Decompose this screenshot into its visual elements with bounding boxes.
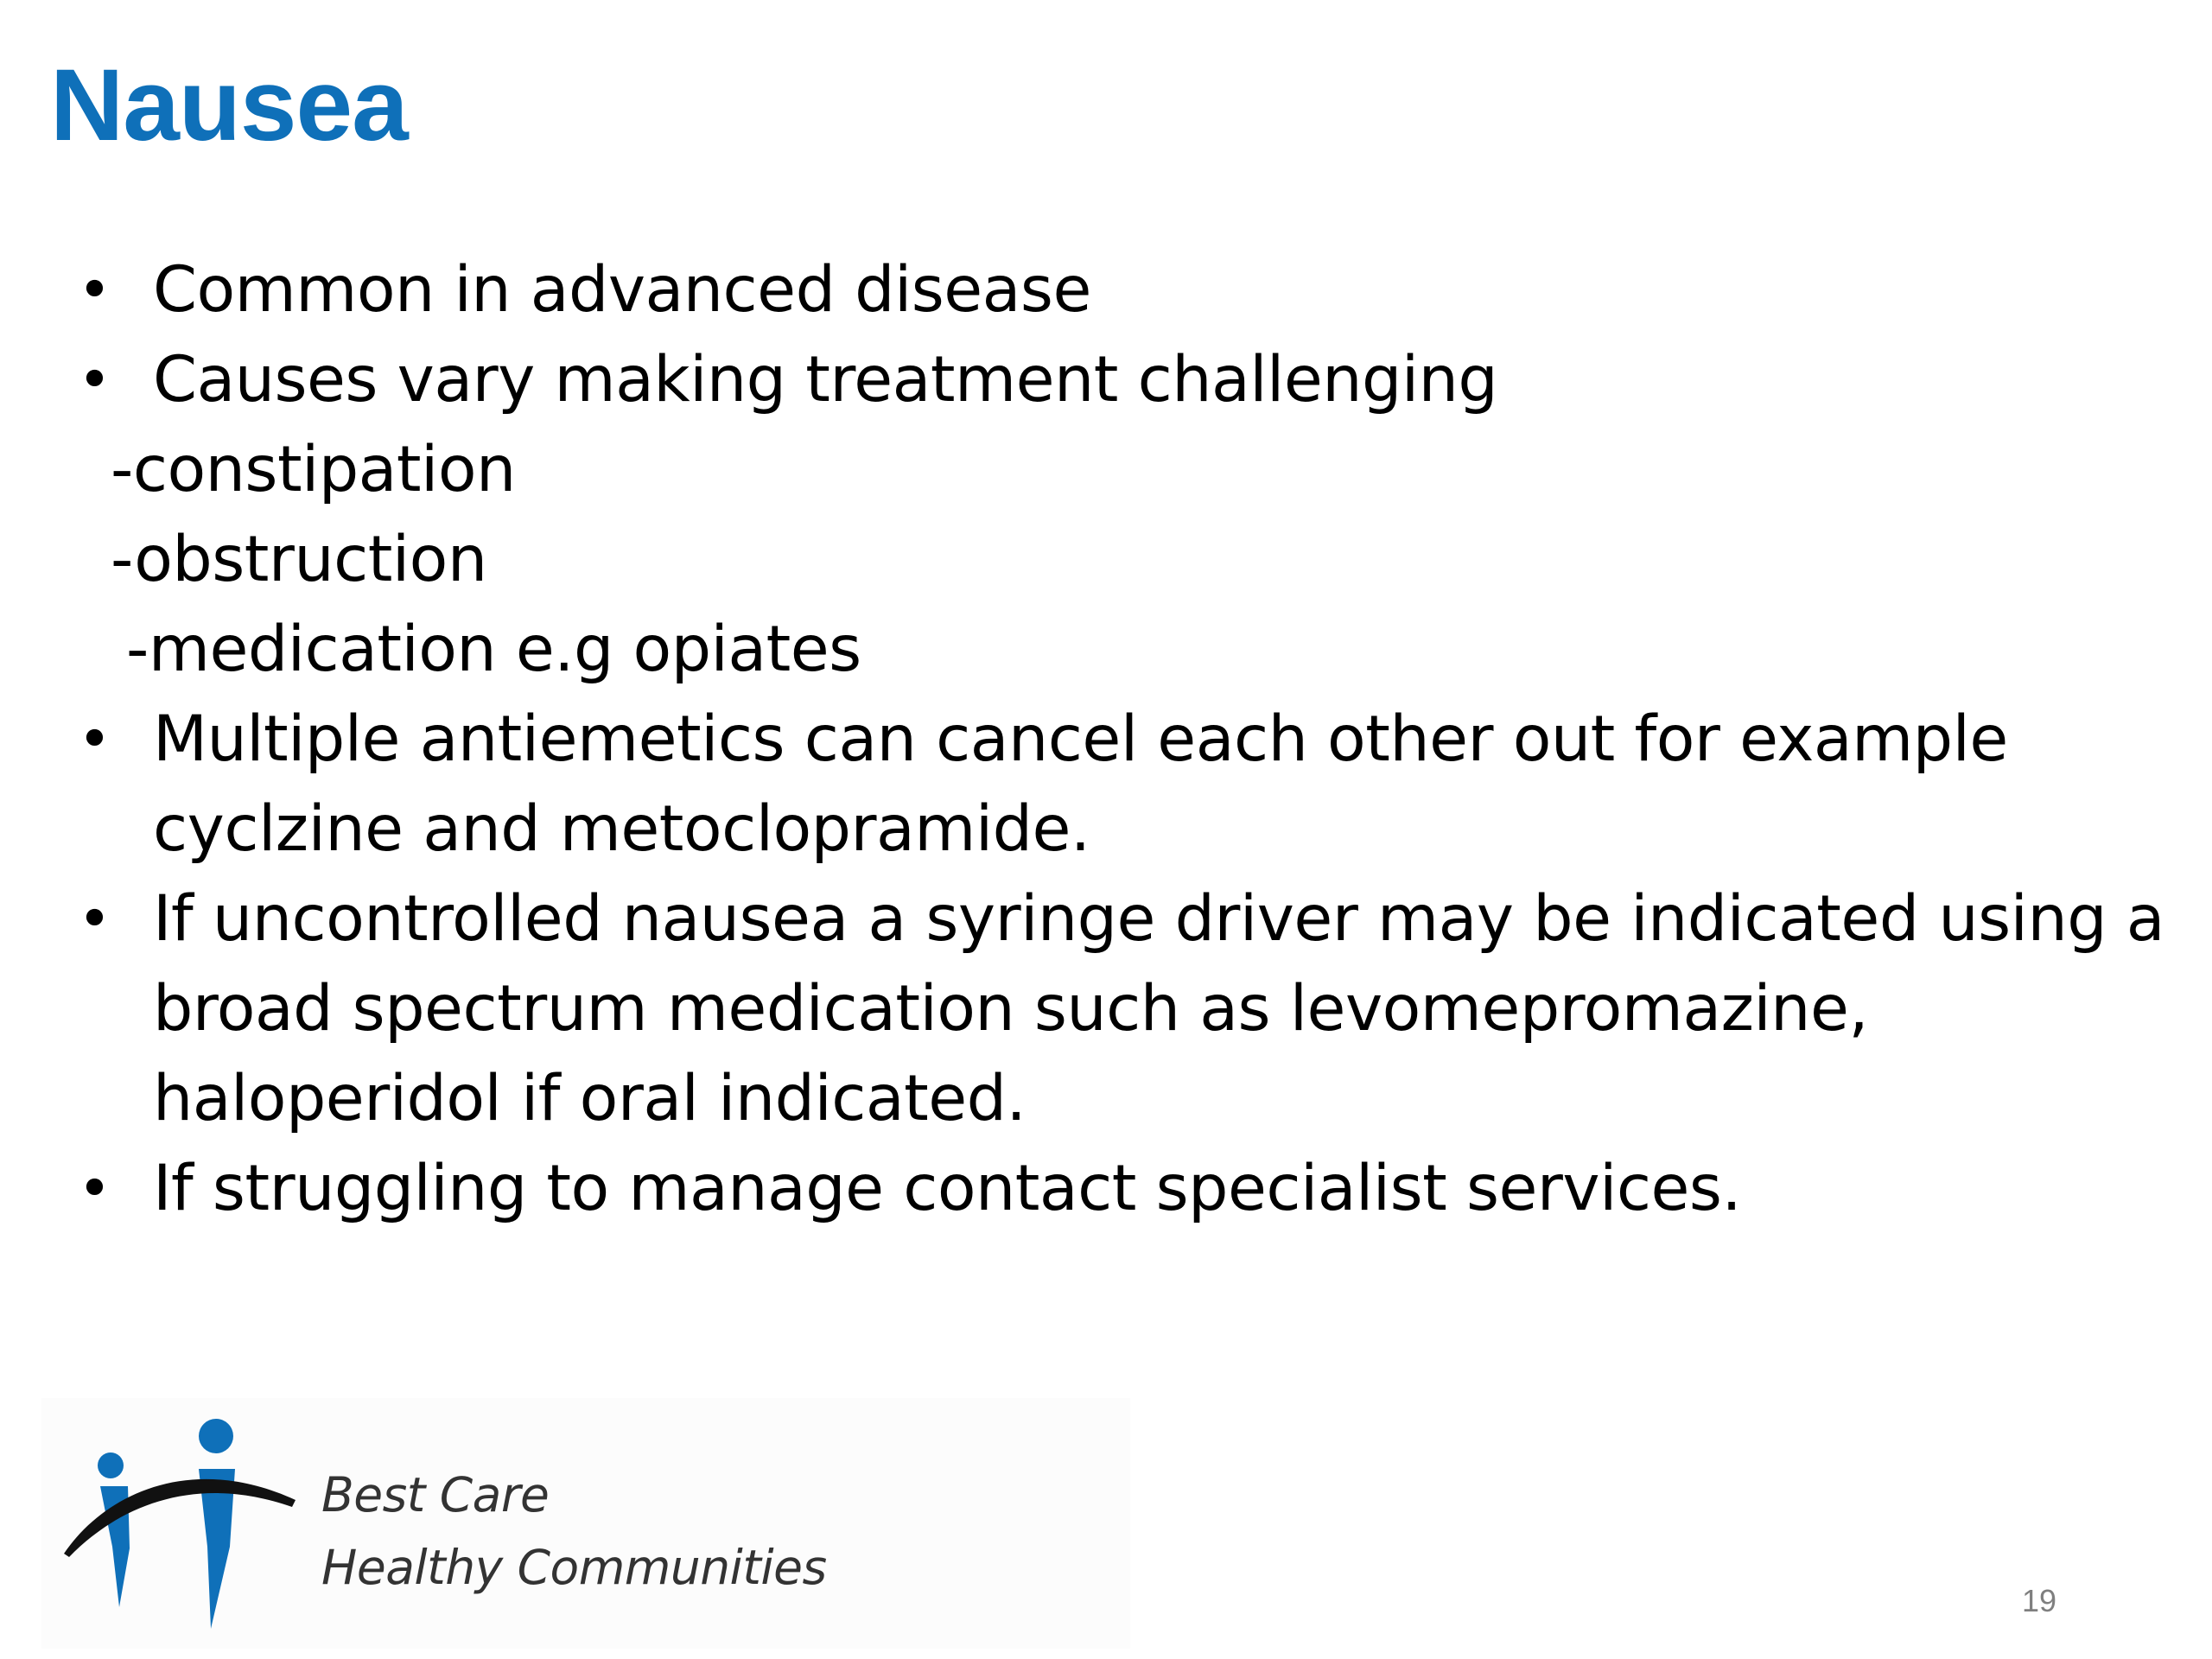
bullet-icon: • (78, 257, 111, 323)
sub-item: -obstruction (111, 523, 487, 596)
bullet-item (78, 245, 2152, 335)
slide-title: Nausea (50, 48, 408, 162)
bullet-text: Causes vary making treatment challenging (153, 343, 1498, 416)
page-number: 19 (2022, 1583, 2057, 1618)
bullet-item (78, 695, 2152, 874)
bullet-item (78, 874, 2164, 1144)
two-people-arc-logo-icon (60, 1417, 302, 1633)
sub-item: -constipation (111, 433, 516, 506)
logo-line-2: Healthy Communities (321, 1540, 827, 1595)
bullet-icon: • (78, 886, 111, 952)
slide-body (78, 245, 2164, 1234)
logo-wordmark (321, 1459, 827, 1604)
bullet-icon: • (78, 346, 111, 413)
bullet-icon: • (78, 1155, 111, 1222)
sub-item: -medication e.g opiates (126, 613, 861, 686)
bullet-text: If uncontrolled nausea a syringe driver may be indicated using a broad spectrum medication such as levomepromazine, haloperidol if oral indicated. (153, 882, 2164, 1135)
bullet-icon: • (78, 706, 111, 772)
bullet-text: Multiple antiemetics can cancel each other out for example cyclzine and metoclopramide. (153, 702, 2008, 866)
bullet-text: If struggling to manage contact specialist services. (153, 1152, 1742, 1225)
bullet-text: Common in advanced disease (153, 253, 1091, 327)
bullet-item (78, 335, 2152, 425)
logo-line-1: Best Care (321, 1467, 550, 1522)
bullet-item (78, 1144, 2152, 1234)
